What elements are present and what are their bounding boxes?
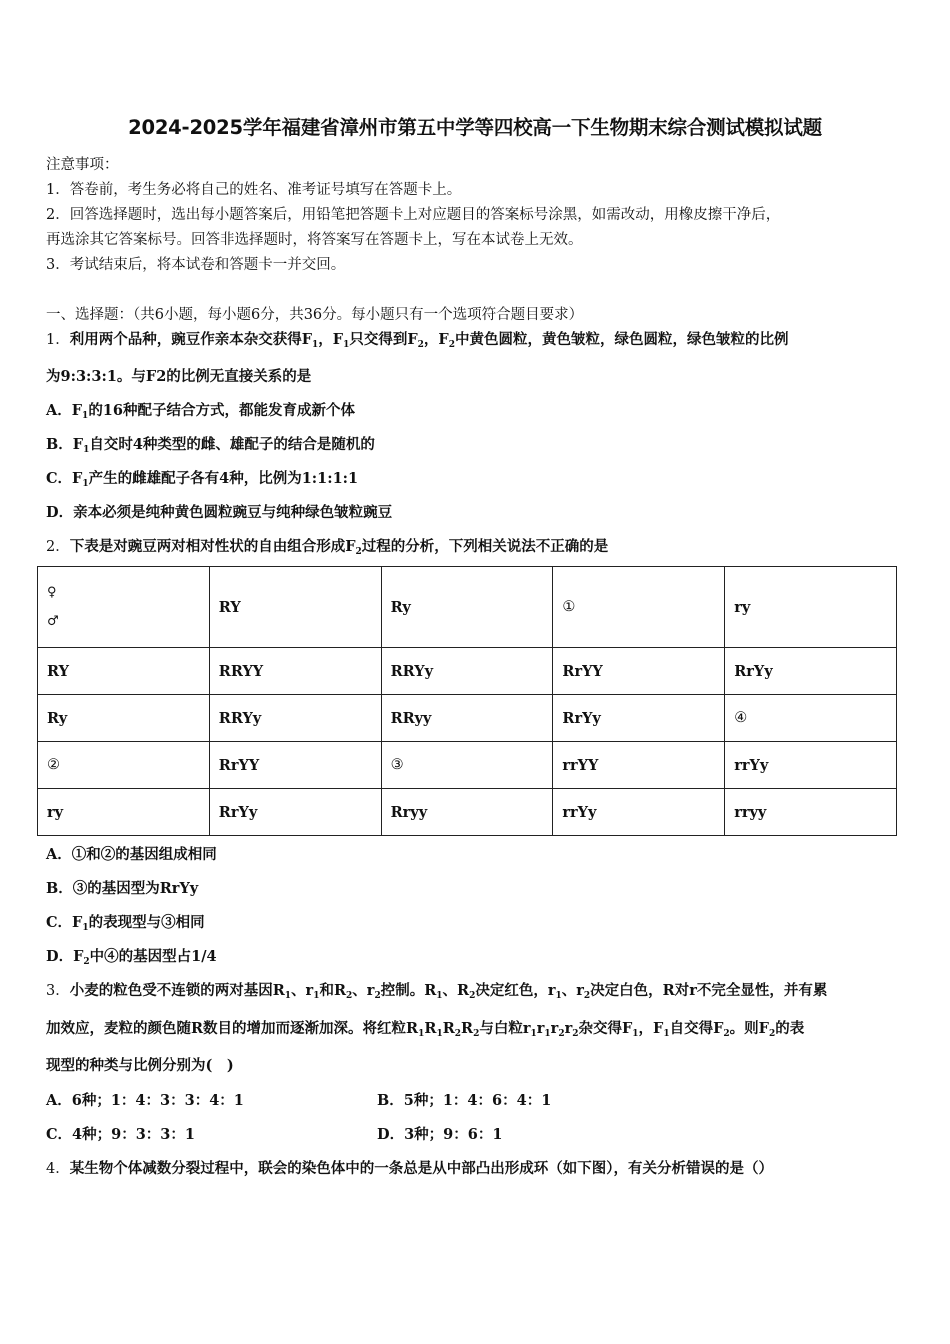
table-cell: RrYy — [725, 648, 897, 695]
table-cell: ④ — [725, 695, 897, 742]
table-cell: rrYY — [553, 742, 725, 789]
table-header-cell: ry — [725, 567, 897, 648]
question-3-option-a[interactable]: A．6种；1：4：3：3：4：1 — [46, 1092, 244, 1109]
question-1-option-a[interactable]: A．$F_1$的16种配子结合方式，都能发育成新个体 — [46, 402, 355, 421]
question-1-option-d[interactable]: D．亲本必须是纯种黄色圆粒豌豆与纯种绿色皱粒豌豆 — [46, 504, 393, 521]
question-2-option-d[interactable]: D．$F_2$中④的基因型占1/4 — [46, 948, 217, 967]
table-cell: rryy — [725, 789, 897, 836]
question-2-option-a[interactable]: A．①和②的基因组成相同 — [46, 846, 217, 863]
table-cell: rrYy — [725, 742, 897, 789]
table-row — [38, 789, 897, 836]
table-row — [38, 567, 897, 648]
question-3-option-d[interactable]: D．3种；9：6：1 — [377, 1126, 503, 1143]
question-3-option-b[interactable]: B．5种；1：4：6：4：1 — [377, 1092, 552, 1109]
table-cell: RRYy — [381, 648, 553, 695]
table-cell: RrYy — [553, 695, 725, 742]
question-number: 2． — [46, 539, 70, 555]
table-corner-cell — [38, 567, 210, 648]
table-cell: RrYY — [209, 742, 381, 789]
table-header-cell: RY — [209, 567, 381, 648]
question-4-stem: 4．某生物个体减数分裂过程中，联会的染色体中的一条总是从中部凸出形成环（如下图），有关分析错误的是（） — [46, 1160, 773, 1177]
table-cell: ② — [38, 742, 210, 789]
question-3-stem-cont: 现型的种类与比例分别为( ) — [46, 1057, 234, 1074]
table-cell: RRyy — [381, 695, 553, 742]
question-number: 3． — [46, 983, 70, 999]
punnett-table — [37, 566, 897, 836]
table-header-cell: ① — [553, 567, 725, 648]
question-2-stem: 2．下表是对豌豆两对相对性状的自由组合形成$F_2$过程的分析，下列相关说法不正确的是 — [46, 538, 609, 557]
table-cell: RY — [38, 648, 210, 695]
notice-item: 2．回答选择题时，选出每小题答案后，用铅笔把答题卡上对应题目的答案标号涂黑，如需改动，用橡皮擦干净后， — [46, 207, 781, 223]
notice-heading: 注意事项： — [46, 157, 119, 173]
table-cell: Rryy — [381, 789, 553, 836]
female-symbol: ♀ — [47, 585, 57, 600]
question-number: 4． — [46, 1161, 70, 1177]
table-cell: RRYy — [209, 695, 381, 742]
question-3-option-c[interactable]: C．4种；9：3：3：1 — [46, 1126, 195, 1143]
table-header-cell: Ry — [381, 567, 553, 648]
question-3-stem: 3．小麦的粒色受不连锁的两对基因$R_1$、$r_1$和$R_2$、$r_2$控制。$R_1$、$R_2$决定红色，$r_1$、$r_2$决定白色，R对r不完全显性，并有累 — [46, 982, 828, 1001]
table-row — [38, 648, 897, 695]
question-3-stem-cont: 加效应，麦粒的颜色随R数目的增加而逐渐加深。将红粒$R_1R_1R_2R_2$与白粒$r_1r_1r_2r_2$杂交得$F_1$，$F_1$自交得$F_2$。则$F_2$的表 — [46, 1020, 805, 1039]
male-symbol: ♂ — [47, 614, 59, 629]
question-1-stem: 1．利用两个品种，豌豆作亲本杂交获得$F_1$，$F_1$只交得到$F_2$，$F_2$中黄色圆粒，黄色皱粒，绿色圆粒，绿色皱粒的比例 — [46, 331, 789, 350]
table-cell: ry — [38, 789, 210, 836]
notice-item: 再选涂其它答案标号。回答非选择题时，将答案写在答题卡上，写在本试卷上无效。 — [46, 232, 583, 248]
table-cell: ③ — [381, 742, 553, 789]
table-row — [38, 695, 897, 742]
question-number: 1． — [46, 332, 70, 348]
question-1-option-b[interactable]: B．$F_1$自交时4种类型的雌、雄配子的结合是随机的 — [46, 436, 375, 455]
question-1-stem-cont: 为9:3:3:1。与F2的比例无直接关系的是 — [46, 368, 312, 385]
notice-item: 1．答卷前，考生务必将自己的姓名、准考证号填写在答题卡上。 — [46, 182, 462, 198]
question-2-option-c[interactable]: C．$F_1$的表现型与③相同 — [46, 914, 205, 933]
page-title: 2024-2025学年福建省漳州市第五中学等四校高一下生物期末综合测试模拟试题 — [128, 116, 822, 139]
table-cell: Ry — [38, 695, 210, 742]
question-1-option-c[interactable]: C．$F_1$产生的雌雄配子各有4种，比例为1:1:1:1 — [46, 470, 359, 489]
section-heading: 一、选择题：（共6小题，每小题6分，共36分。每小题只有一个选项符合题目要求） — [46, 307, 584, 323]
table-cell: rrYy — [553, 789, 725, 836]
table-cell: RrYy — [209, 789, 381, 836]
table-cell: RrYY — [553, 648, 725, 695]
question-2-option-b[interactable]: B．③的基因型为RrYy — [46, 880, 199, 897]
table-row — [38, 742, 897, 789]
notice-item: 3．考试结束后，将本试卷和答题卡一并交回。 — [46, 257, 346, 273]
table-cell: RRYY — [209, 648, 381, 695]
